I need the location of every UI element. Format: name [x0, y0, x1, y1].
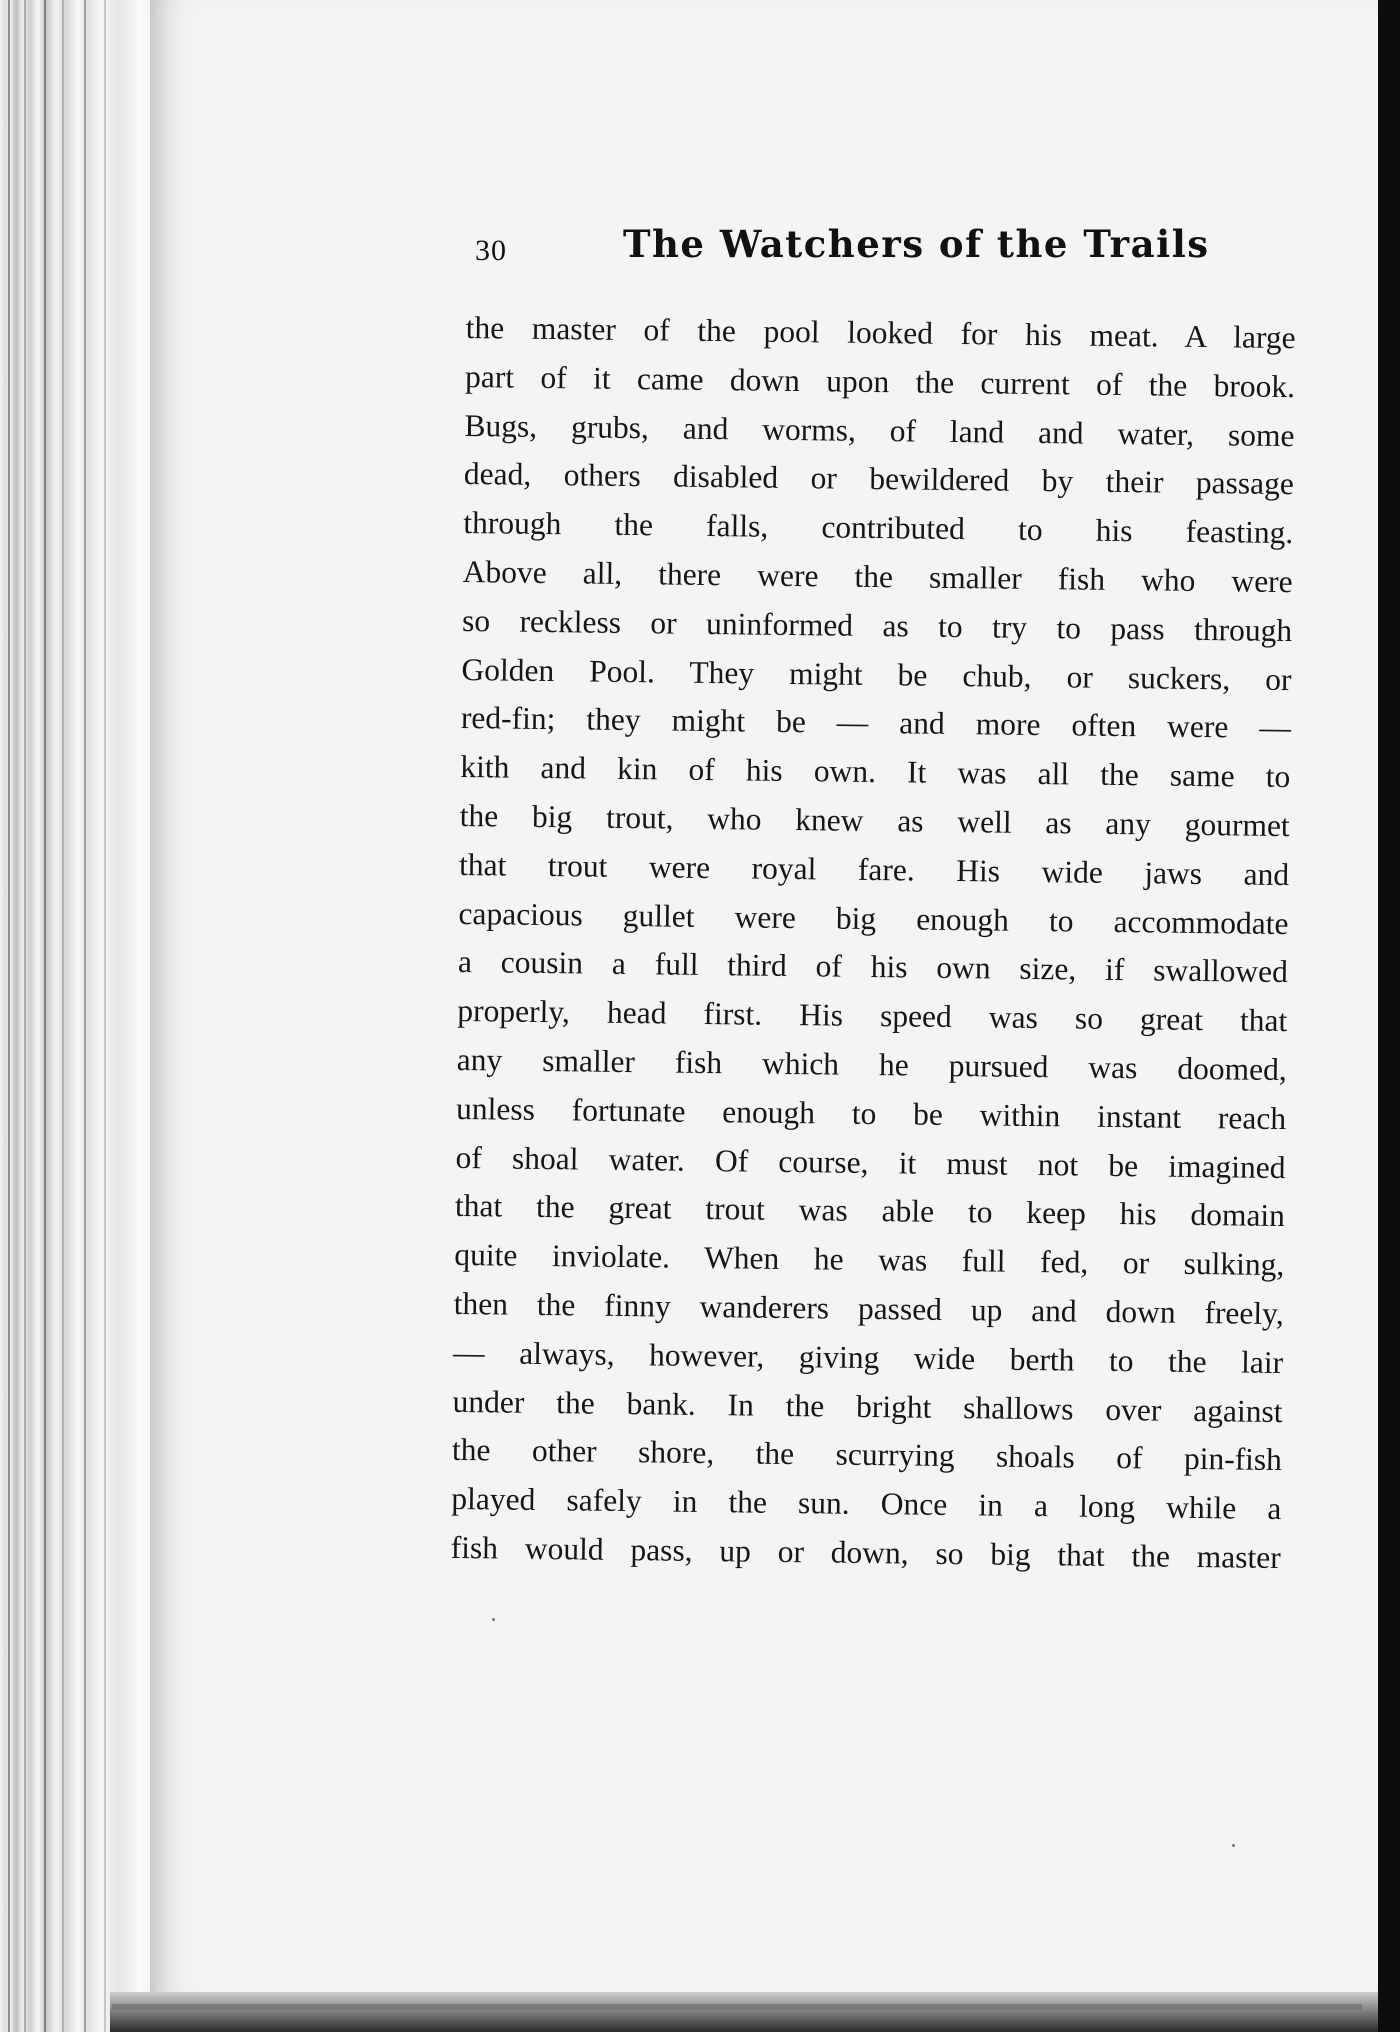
text-line: that trout were royal fare. His wide jaws and	[458, 846, 1290, 892]
text-line: — always, however, giving wide berth to the lair	[452, 1334, 1284, 1380]
book-page-edges	[0, 0, 170, 2032]
text-line: a cousin a full third of his own size, if swallowed	[457, 944, 1289, 990]
page-number: 30	[475, 234, 507, 267]
text-line: Bugs, grubs, and worms, of land and water, some	[464, 407, 1295, 453]
background-edge	[1378, 0, 1400, 2032]
text-line: fish would pass, up or down, so big that the master	[450, 1529, 1281, 1575]
text-line: the big trout, who knew as well as any gourmet	[459, 797, 1290, 844]
running-head	[475, 222, 1295, 282]
running-title: The Watchers of the Trails	[623, 222, 1210, 266]
text-line: unless fortunate enough to be within instant reach	[455, 1090, 1287, 1136]
text-line: the other shore, the scurrying shoals of pin-fish	[451, 1432, 1283, 1478]
text-line: played safely in the sun. Once in a long while a	[451, 1481, 1282, 1527]
text-line: part of it came down upon the current of the brook.	[464, 358, 1296, 404]
body-text	[451, 304, 1296, 1583]
text-line: Golden Pool. They might be chub, or suckers, or	[461, 651, 1292, 697]
text-line: then the finny wanderers passed up and down freely,	[453, 1285, 1284, 1332]
paper-speck	[492, 1618, 495, 1621]
text-line: any smaller fish which he pursued was doomed,	[456, 1041, 1287, 1088]
text-line: so reckless or uninformed as to try to pass through	[461, 602, 1293, 648]
text-line: quite inviolate. When he was full fed, or sulking,	[454, 1237, 1285, 1283]
page-bottom-rule	[112, 2004, 1362, 2010]
text-line: dead, others disabled or bewildered by their passage	[463, 456, 1295, 502]
text-line: Above all, there were the smaller fish who were	[462, 553, 1293, 600]
text-line: that the great trout was able to keep his domain	[454, 1188, 1286, 1234]
text-line: of shoal water. Of course, it must not be imagined	[455, 1139, 1286, 1185]
text-line: the master of the pool looked for his meat. A large	[465, 309, 1296, 356]
text-line: properly, head first. His speed was so great that	[457, 993, 1288, 1039]
text-line: through the falls, contributed to his feasting.	[463, 505, 1294, 551]
page-bottom-shadow	[110, 1992, 1378, 2032]
text-line: kith and kin of his own. It was all the same to	[460, 749, 1291, 795]
text-line: under the bank. In the bright shallows over against	[452, 1383, 1283, 1429]
text-line: red-fin; they might be — and more often were —	[460, 700, 1292, 746]
paper-speck	[1232, 1844, 1235, 1847]
text-line: capacious gullet were big enough to accommodate	[458, 895, 1289, 941]
